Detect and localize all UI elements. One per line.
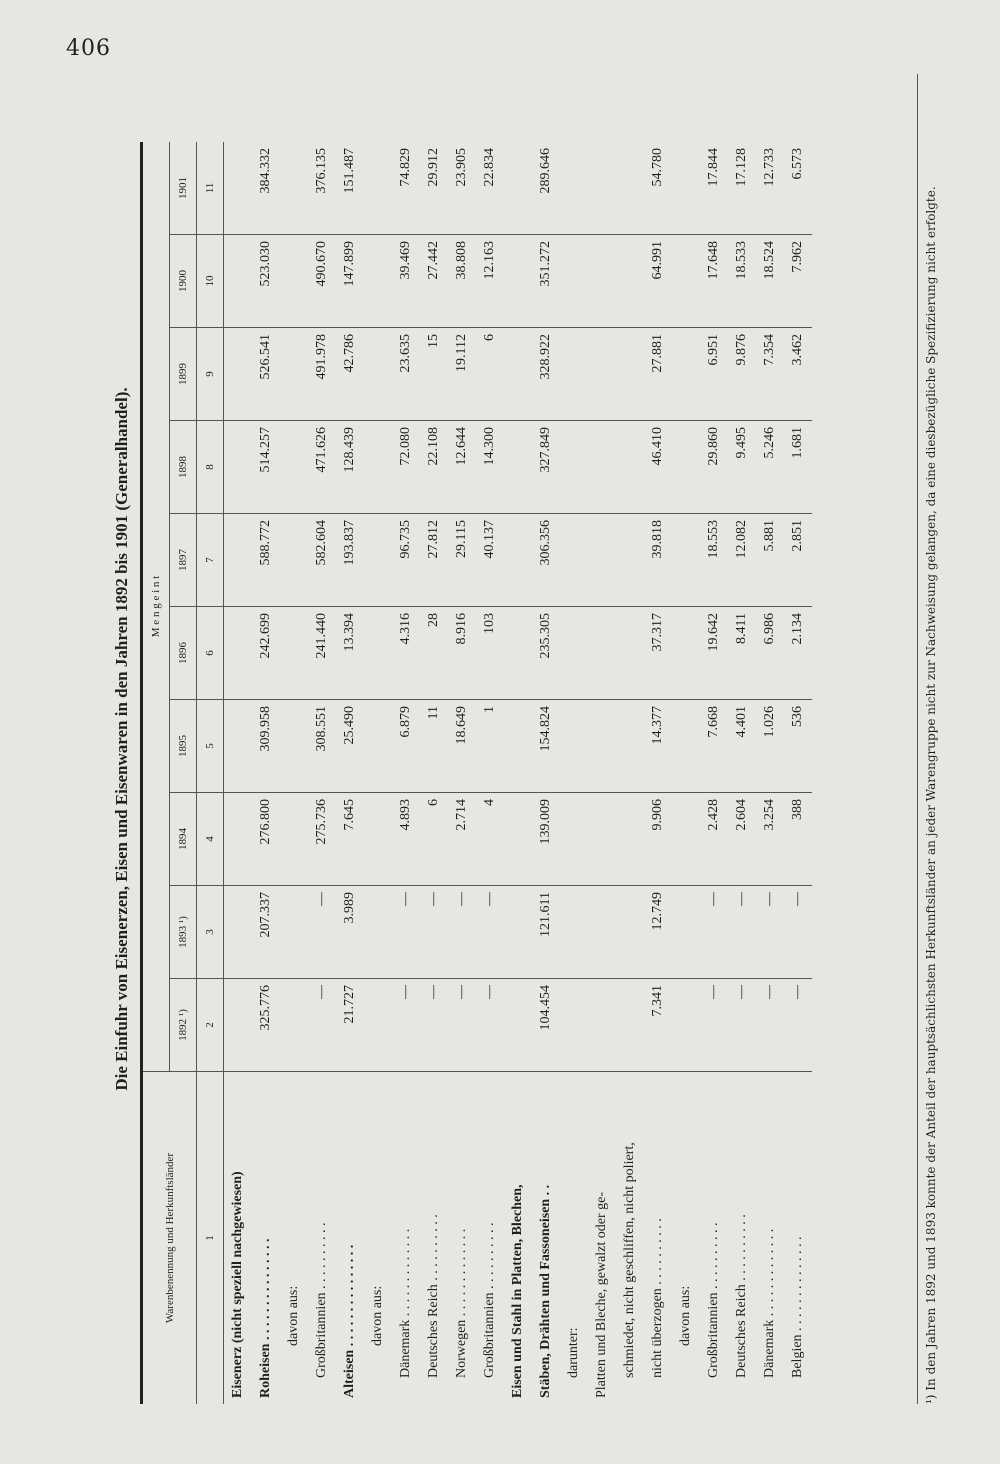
cell-value — [504, 142, 532, 235]
cell-value: — — [448, 979, 476, 1072]
year-header: 1901 — [170, 142, 197, 235]
cell-value: 1.681 — [784, 421, 812, 514]
cell-value: — — [448, 886, 476, 979]
cell-value — [672, 700, 700, 793]
cell-value: 12.644 — [448, 421, 476, 514]
cell-value — [280, 514, 308, 607]
cell-value: 376.135 — [308, 142, 336, 235]
table-row — [616, 142, 644, 1404]
cell-value: — — [476, 886, 504, 979]
cell-value: 19.112 — [448, 328, 476, 421]
cell-value: 6.986 — [756, 607, 784, 700]
cell-value: 1 — [476, 700, 504, 793]
row-label: Großbritannien . . . . . . . . . . — [482, 1222, 497, 1378]
year-header: 1900 — [170, 235, 197, 328]
cell-value — [504, 607, 532, 700]
table-body — [224, 142, 813, 1404]
cell-value: — — [308, 886, 336, 979]
cell-value — [560, 421, 588, 514]
cell-value: 523.030 — [252, 235, 280, 328]
cell-value — [616, 328, 644, 421]
cell-value — [364, 607, 392, 700]
cell-value: 18.533 — [728, 235, 756, 328]
table-row — [448, 142, 476, 1404]
row-label: Belgien . . . . . . . . . . . . . . — [790, 1236, 805, 1378]
cell-value: 25.490 — [336, 700, 364, 793]
cell-value: — — [700, 886, 728, 979]
cell-value: 96.735 — [392, 514, 420, 607]
cell-value — [672, 235, 700, 328]
cell-value — [588, 886, 616, 979]
cell-value — [504, 979, 532, 1072]
column-number: 8 — [197, 421, 224, 514]
cell-value: 582.604 — [308, 514, 336, 607]
cell-value: 17.648 — [700, 235, 728, 328]
cell-value — [504, 328, 532, 421]
cell-value: 12.749 — [644, 886, 672, 979]
cell-value: 8.916 — [448, 607, 476, 700]
cell-value: 328.922 — [532, 328, 560, 421]
cell-value: 2.714 — [448, 793, 476, 886]
cell-value — [364, 793, 392, 886]
cell-value: — — [476, 979, 504, 1072]
cell-value: — — [700, 979, 728, 1072]
table-row — [700, 142, 728, 1404]
table-row — [672, 142, 700, 1404]
cell-value: 1.026 — [756, 700, 784, 793]
cell-value: 207.337 — [252, 886, 280, 979]
row-label: Eisenerz (nicht speziell nachgewiesen) — [230, 1171, 245, 1398]
cell-value: 22.834 — [476, 142, 504, 235]
table-row — [504, 142, 532, 1404]
cell-value — [504, 235, 532, 328]
cell-value: 5.881 — [756, 514, 784, 607]
cell-value: 40.137 — [476, 514, 504, 607]
cell-value — [504, 793, 532, 886]
cell-value — [616, 421, 644, 514]
row-label: Großbritannien . . . . . . . . . . — [314, 1222, 329, 1378]
cell-value — [560, 886, 588, 979]
cell-value: 6.573 — [784, 142, 812, 235]
cell-value — [672, 607, 700, 700]
column-number: 6 — [197, 607, 224, 700]
cell-value — [560, 700, 588, 793]
column-number: 11 — [197, 142, 224, 235]
row-label: Großbritannien . . . . . . . . . . — [706, 1222, 721, 1378]
cell-value: 2.134 — [784, 607, 812, 700]
cell-value — [588, 607, 616, 700]
cell-value: 39.818 — [644, 514, 672, 607]
cell-value — [364, 328, 392, 421]
cell-value: 22.108 — [420, 421, 448, 514]
year-header: 1893 ¹) — [170, 886, 197, 979]
cell-value: 4.893 — [392, 793, 420, 886]
cell-value: — — [756, 886, 784, 979]
cell-value: 8.411 — [728, 607, 756, 700]
cell-value — [560, 793, 588, 886]
cell-value: 536 — [784, 700, 812, 793]
cell-value: 193.837 — [336, 514, 364, 607]
cell-value: 325.776 — [252, 979, 280, 1072]
cell-value — [616, 514, 644, 607]
cell-value — [224, 886, 253, 979]
row-label: Roheisen . . . . . . . . . . . . . . . — [258, 1238, 273, 1398]
cell-value — [280, 979, 308, 1072]
cell-value: 42.786 — [336, 328, 364, 421]
cell-value: 7.645 — [336, 793, 364, 886]
cell-value: 2.604 — [728, 793, 756, 886]
cell-value — [672, 142, 700, 235]
cell-value — [280, 235, 308, 328]
column-number: 3 — [197, 886, 224, 979]
cell-value — [224, 235, 253, 328]
cell-value: 6 — [476, 328, 504, 421]
cell-value: 2.851 — [784, 514, 812, 607]
cell-value — [560, 328, 588, 421]
cell-value: — — [784, 886, 812, 979]
cell-value: — — [728, 979, 756, 1072]
cell-value: 103 — [476, 607, 504, 700]
row-label: Stäben, Drähten und Fassoneisen . . — [538, 1184, 553, 1398]
cell-value — [560, 235, 588, 328]
cell-value: 471.626 — [308, 421, 336, 514]
row-label: davon aus: — [678, 1285, 693, 1346]
import-table — [140, 142, 812, 1404]
cell-value: 37.317 — [644, 607, 672, 700]
cell-value: 27.812 — [420, 514, 448, 607]
table-row — [224, 142, 253, 1404]
cell-value: 38.808 — [448, 235, 476, 328]
cell-value — [504, 700, 532, 793]
row-label: Dänemark . . . . . . . . . . . . . — [762, 1228, 777, 1378]
row-label: nicht überzogen . . . . . . . . . . — [650, 1218, 665, 1378]
cell-value: 54.780 — [644, 142, 672, 235]
cell-value: 235.305 — [532, 607, 560, 700]
cell-value: 3.254 — [756, 793, 784, 886]
year-header: 1899 — [170, 328, 197, 421]
cell-value: 74.829 — [392, 142, 420, 235]
cell-value: 276.800 — [252, 793, 280, 886]
table-row — [308, 142, 336, 1404]
cell-value: 9.495 — [728, 421, 756, 514]
row-label: davon aus: — [370, 1285, 385, 1346]
cell-value — [588, 235, 616, 328]
table-row — [252, 142, 280, 1404]
cell-value: 241.440 — [308, 607, 336, 700]
cell-value — [224, 421, 253, 514]
cell-value — [280, 793, 308, 886]
cell-value: 17.128 — [728, 142, 756, 235]
cell-value: 3.989 — [336, 886, 364, 979]
row-label: Platten und Bleche, gewalzt oder ge- — [594, 1191, 609, 1398]
row-label: Norwegen . . . . . . . . . . . . . — [454, 1228, 469, 1378]
cell-value — [560, 607, 588, 700]
row-label: Deutsches Reich . . . . . . . . . . — [734, 1214, 749, 1378]
cell-value: 309.958 — [252, 700, 280, 793]
cell-value — [504, 421, 532, 514]
cell-value — [588, 514, 616, 607]
cell-value — [672, 979, 700, 1072]
cell-value — [280, 700, 308, 793]
cell-value — [588, 142, 616, 235]
cell-value: 23.905 — [448, 142, 476, 235]
year-header: 1897 — [170, 514, 197, 607]
cell-value: — — [392, 886, 420, 979]
cell-value: 18.524 — [756, 235, 784, 328]
year-header: 1894 — [170, 793, 197, 886]
cell-value: 242.699 — [252, 607, 280, 700]
table-row — [728, 142, 756, 1404]
row-label: Dänemark . . . . . . . . . . . . . — [398, 1228, 413, 1378]
cell-value — [504, 886, 532, 979]
cell-value: 490.670 — [308, 235, 336, 328]
cell-value — [364, 886, 392, 979]
cell-value: 306.356 — [532, 514, 560, 607]
cell-value: 12.733 — [756, 142, 784, 235]
row-label: schmiedet, nicht geschliffen, nicht poliert, — [622, 1142, 637, 1378]
row-label: davon aus: — [286, 1285, 301, 1346]
footnote: ¹) In den Jahren 1892 und 1893 konnte der Anteil der hauptsächlichsten Herkunftsländer an jeder Warengruppe nicht zur Nachweisung gelangen, da eine diesbezügliche Spezifizierung nicht erfolgte. — [917, 74, 938, 1404]
cell-value — [224, 328, 253, 421]
cell-value: 72.080 — [392, 421, 420, 514]
cell-value — [224, 142, 253, 235]
cell-value — [364, 421, 392, 514]
table-row — [476, 142, 504, 1404]
cell-value: — — [420, 979, 448, 1072]
cell-value — [224, 793, 253, 886]
cell-value — [280, 886, 308, 979]
cell-value: 19.642 — [700, 607, 728, 700]
cell-value: 526.541 — [252, 328, 280, 421]
column-number: 1 — [197, 1072, 224, 1405]
cell-value: 46.410 — [644, 421, 672, 514]
column-number: 4 — [197, 793, 224, 886]
cell-value: 351.272 — [532, 235, 560, 328]
column-number: 10 — [197, 235, 224, 328]
table-row — [644, 142, 672, 1404]
cell-value — [616, 142, 644, 235]
year-header: 1898 — [170, 421, 197, 514]
cell-value — [672, 886, 700, 979]
cell-value: 14.300 — [476, 421, 504, 514]
cell-value: 11 — [420, 700, 448, 793]
cell-value — [280, 142, 308, 235]
row-label: Deutsches Reich . . . . . . . . . . — [426, 1214, 441, 1378]
cell-value — [364, 235, 392, 328]
cell-value — [588, 421, 616, 514]
cell-value: 12.163 — [476, 235, 504, 328]
cell-value — [364, 700, 392, 793]
cell-value — [672, 328, 700, 421]
cell-value: 2.428 — [700, 793, 728, 886]
table-row — [336, 142, 364, 1404]
cell-value — [616, 235, 644, 328]
cell-value: 5.246 — [756, 421, 784, 514]
cell-value — [588, 700, 616, 793]
cell-value: 29.860 — [700, 421, 728, 514]
cell-value: 39.469 — [392, 235, 420, 328]
cell-value: 64.991 — [644, 235, 672, 328]
cell-value — [280, 607, 308, 700]
cell-value: 29.912 — [420, 142, 448, 235]
cell-value: 27.881 — [644, 328, 672, 421]
cell-value: 139.009 — [532, 793, 560, 886]
cell-value: — — [308, 979, 336, 1072]
cell-value — [616, 700, 644, 793]
cell-value: 18.553 — [700, 514, 728, 607]
cell-value: 27.442 — [420, 235, 448, 328]
cell-value: 18.649 — [448, 700, 476, 793]
cell-value — [672, 514, 700, 607]
cell-value — [616, 886, 644, 979]
cell-value: 3.462 — [784, 328, 812, 421]
cell-value: 9.906 — [644, 793, 672, 886]
cell-value — [224, 514, 253, 607]
cell-value: 15 — [420, 328, 448, 421]
table-row — [420, 142, 448, 1404]
column-number: 5 — [197, 700, 224, 793]
column-number: 2 — [197, 979, 224, 1072]
cell-value: 6.879 — [392, 700, 420, 793]
cell-value: 275.736 — [308, 793, 336, 886]
cell-value — [672, 793, 700, 886]
cell-value — [224, 700, 253, 793]
column-number-row — [197, 142, 224, 1404]
cell-value — [616, 979, 644, 1072]
column-number: 9 — [197, 328, 224, 421]
cell-value: 4 — [476, 793, 504, 886]
table-row — [756, 142, 784, 1404]
cell-value: — — [392, 979, 420, 1072]
year-header: 1892 ¹) — [170, 979, 197, 1072]
cell-value: 7.354 — [756, 328, 784, 421]
cell-value — [560, 142, 588, 235]
cell-value: 147.899 — [336, 235, 364, 328]
table-row — [280, 142, 308, 1404]
cell-value: 588.772 — [252, 514, 280, 607]
cell-value — [588, 328, 616, 421]
cell-value: 23.635 — [392, 328, 420, 421]
cell-value: 4.316 — [392, 607, 420, 700]
cell-value: 388 — [784, 793, 812, 886]
cell-value: 491.978 — [308, 328, 336, 421]
cell-value: 14.377 — [644, 700, 672, 793]
page-number: 406 — [66, 36, 111, 61]
cell-value: 104.454 — [532, 979, 560, 1072]
cell-value: — — [756, 979, 784, 1072]
cell-value: 514.257 — [252, 421, 280, 514]
cell-value — [560, 979, 588, 1072]
row-label: Eisen und Stahl in Platten, Blechen, — [510, 1184, 525, 1398]
cell-value — [616, 793, 644, 886]
cell-value: — — [784, 979, 812, 1072]
column-number: 7 — [197, 514, 224, 607]
cell-value: 384.332 — [252, 142, 280, 235]
cell-value: 289.646 — [532, 142, 560, 235]
cell-value — [224, 607, 253, 700]
cell-value: 151.487 — [336, 142, 364, 235]
cell-value: 308.551 — [308, 700, 336, 793]
year-header: 1896 — [170, 607, 197, 700]
table-row — [784, 142, 812, 1404]
cell-value: 9.876 — [728, 328, 756, 421]
cell-value — [560, 514, 588, 607]
cell-value — [280, 328, 308, 421]
rotated-table-area — [112, 74, 952, 1404]
cell-value: 6.951 — [700, 328, 728, 421]
cell-value: 327.849 — [532, 421, 560, 514]
cell-value: 21.727 — [336, 979, 364, 1072]
cell-value: 7.341 — [644, 979, 672, 1072]
cell-value — [588, 793, 616, 886]
year-header: 1895 — [170, 700, 197, 793]
cell-value: 128.439 — [336, 421, 364, 514]
cell-value — [504, 514, 532, 607]
cell-value — [588, 979, 616, 1072]
cell-value: 12.082 — [728, 514, 756, 607]
cell-value — [364, 142, 392, 235]
table-title: Die Einfuhr von Eisenerzen, Eisen und Eisenwaren in den Jahren 1892 bis 1901 (Generalhandel). — [112, 387, 131, 1091]
cell-value — [616, 607, 644, 700]
cell-value: 17.844 — [700, 142, 728, 235]
cell-value: 28 — [420, 607, 448, 700]
cell-value: 7.962 — [784, 235, 812, 328]
table-row — [532, 142, 560, 1404]
cell-value: 4.401 — [728, 700, 756, 793]
table-row — [560, 142, 588, 1404]
cell-value: 13.394 — [336, 607, 364, 700]
cell-value — [364, 979, 392, 1072]
table-row — [392, 142, 420, 1404]
cell-value: — — [420, 886, 448, 979]
cell-value: 121.611 — [532, 886, 560, 979]
cell-value: 7.668 — [700, 700, 728, 793]
cell-value: 29.115 — [448, 514, 476, 607]
row-label: darunter: — [566, 1327, 581, 1378]
cell-value — [280, 421, 308, 514]
cell-value — [364, 514, 392, 607]
cell-value: 6 — [420, 793, 448, 886]
cell-value — [672, 421, 700, 514]
row-label: Alteisen . . . . . . . . . . . . . . . — [342, 1244, 357, 1398]
header-group: M e n g e i n t — [142, 142, 170, 1072]
cell-value: 154.824 — [532, 700, 560, 793]
header-col1: Warenbenennung und Herkunftsländer — [142, 1072, 197, 1405]
cell-value: — — [728, 886, 756, 979]
table-row — [364, 142, 392, 1404]
table-row — [588, 142, 616, 1404]
cell-value — [224, 979, 253, 1072]
